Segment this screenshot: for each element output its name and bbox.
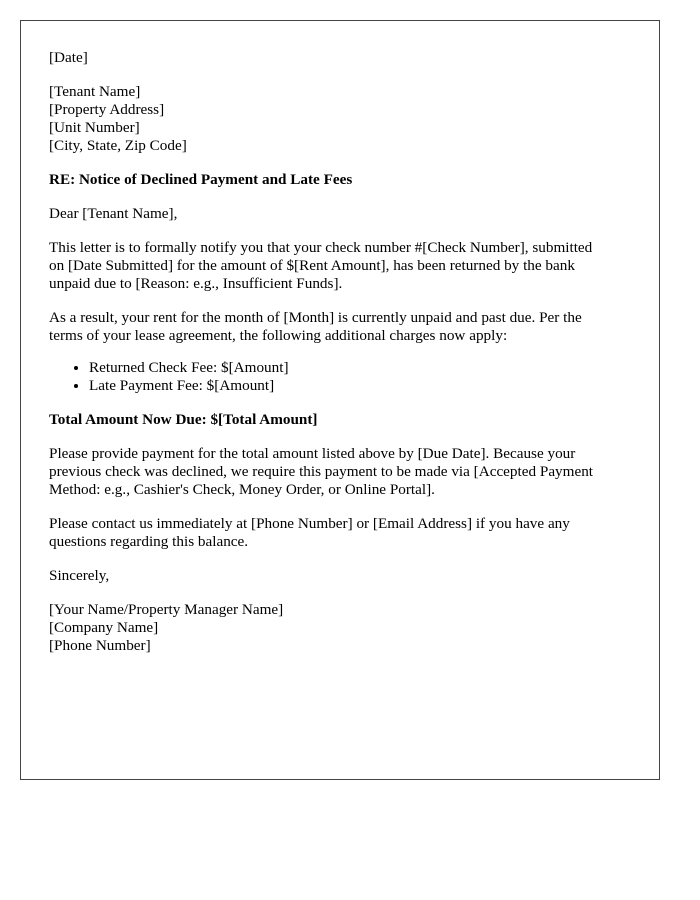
paragraph-line: unpaid due to [Reason: e.g., Insufficient Funds].: [49, 275, 343, 292]
paragraph-payment-instructions: [49, 445, 631, 499]
paragraph-line: terms of your lease agreement, the following additional charges now apply:: [49, 327, 508, 344]
sender-phone: [Phone Number]: [49, 637, 151, 654]
fee-list: [49, 359, 631, 395]
paragraph-contact: [49, 515, 631, 551]
paragraph-charges: [49, 309, 631, 345]
letter-page: [20, 20, 660, 780]
sender-block: [49, 601, 631, 655]
paragraph-line: previous check was declined, we require this payment to be made via [Accepted Payment: [49, 463, 594, 480]
recipient-name: [Tenant Name]: [49, 83, 141, 100]
total-due-text: Total Amount Now Due: $[Total Amount]: [49, 411, 318, 428]
recipient-unit: [Unit Number]: [49, 119, 140, 136]
paragraph-line: Method: e.g., Cashier's Check, Money Order, or Online Portal].: [49, 481, 435, 498]
recipient-block: [49, 83, 631, 155]
subject-line: [49, 171, 631, 189]
closing-text: Sincerely,: [49, 567, 110, 584]
recipient-city-state-zip: [City, State, Zip Code]: [49, 137, 187, 154]
paragraph-line: Please contact us immediately at [Phone Number] or [Email Address] if you have any: [49, 515, 570, 532]
paragraph-notice: [49, 239, 631, 293]
salutation: [49, 205, 631, 223]
letter-date: [49, 49, 631, 67]
fee-item-returned-check: • Returned Check Fee: $[Amount]: [89, 359, 631, 377]
paragraph-line: on [Date Submitted] for the amount of $[Rent Amount], has been returned by the bank: [49, 257, 575, 274]
paragraph-line: This letter is to formally notify you that your check number #[Check Number], submitted: [49, 239, 593, 256]
paragraph-line: As a result, your rent for the month of [Month] is currently unpaid and past due. Per the: [49, 309, 582, 326]
closing: [49, 567, 631, 585]
date-text: [Date]: [49, 49, 88, 66]
paragraph-line: Please provide payment for the total amount listed above by [Due Date]. Because your: [49, 445, 576, 462]
subject-text: RE: Notice of Declined Payment and Late Fees: [49, 171, 353, 188]
recipient-address: [Property Address]: [49, 101, 165, 118]
fee-item-late-payment: • Late Payment Fee: $[Amount]: [89, 377, 631, 395]
sender-name: [Your Name/Property Manager Name]: [49, 601, 284, 618]
sender-company: [Company Name]: [49, 619, 159, 636]
total-due: [49, 411, 631, 429]
paragraph-line: questions regarding this balance.: [49, 533, 249, 550]
salutation-text: Dear [Tenant Name],: [49, 205, 178, 222]
